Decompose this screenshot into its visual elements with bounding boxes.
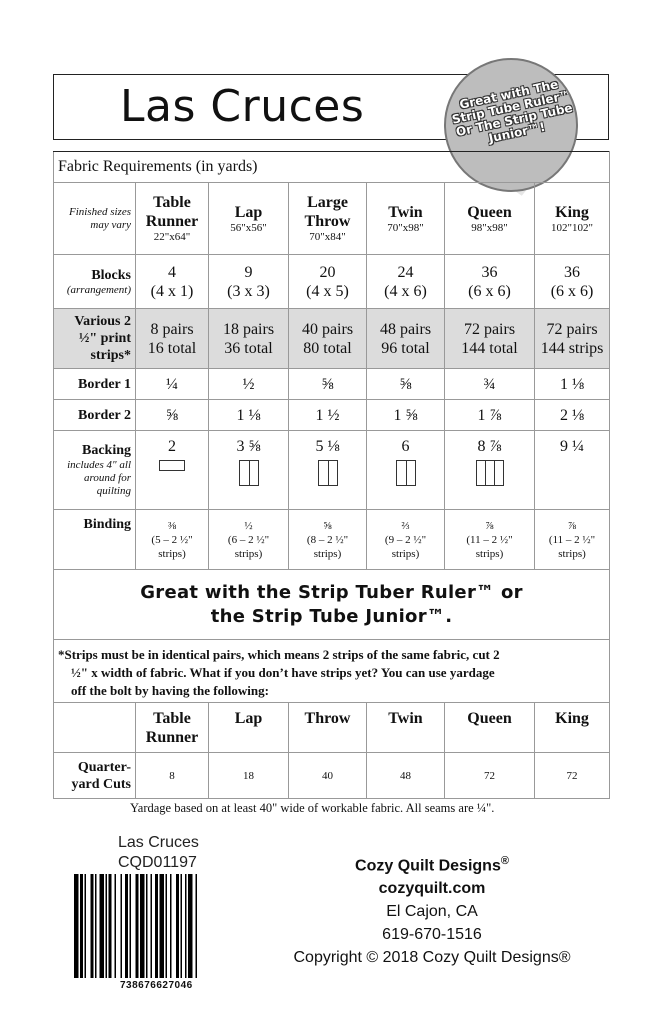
table-cell: 2 ⅛ [535, 400, 610, 431]
badge-text: Great with The Strip Tube Ruler™ Or The Strip Tube Junior™! [450, 77, 574, 146]
binding-row [54, 510, 610, 570]
table-cell: 8 pairs 16 total [136, 309, 209, 369]
col-header: Twin [367, 703, 445, 753]
row-label: Backing [81, 443, 131, 458]
table-cell: ⅔ (9 – 2 ½" strips) [367, 510, 445, 570]
barcode-bar [85, 874, 87, 978]
table-cell: ⅝ [367, 369, 445, 400]
barcode-bar [91, 874, 94, 978]
table-cell: 36 (6 x 6) [535, 255, 610, 309]
table-cell: 9 (3 x 3) [209, 255, 289, 309]
table-cell: ½ [209, 369, 289, 400]
barcode-bar [100, 874, 105, 978]
col-header: Queen 98"x98" [445, 183, 535, 255]
barcode-bar [185, 874, 187, 978]
col-header: Lap 56"x56" [209, 183, 289, 255]
company-city: El Cajon, CA [386, 903, 478, 921]
table-cell: 8 [136, 753, 209, 799]
barcode-bar [74, 874, 79, 978]
barcode-bar [188, 874, 193, 978]
col-header: Lap [209, 703, 289, 753]
col-header: Throw [289, 703, 367, 753]
table-cell: 72 [445, 753, 535, 799]
barcode-bar [136, 874, 139, 978]
barcode-bar [109, 874, 112, 978]
col-header: Table Runner [136, 703, 209, 753]
col-header: King [535, 703, 610, 753]
col-header: Table Runner 22"x64" [136, 183, 209, 255]
page-title: Las Cruces [120, 81, 365, 132]
border1-row [54, 369, 610, 400]
table-cell: 1 ⅝ [367, 400, 445, 431]
barcode-bar [80, 874, 83, 978]
cuts-row [54, 753, 610, 799]
border2-row [54, 400, 610, 431]
barcode-bar [130, 874, 132, 978]
company-phone: 619-670-1516 [382, 926, 482, 944]
barcode-bar [155, 874, 158, 978]
table-cell: 1 ⅛ [209, 400, 289, 431]
barcode-bar [95, 874, 97, 978]
blocks-row: Blocks (arrangement) 4 (4 x 1) 9 (3 x 3) 20 (4 x 5) 24 (4 x 6) 36 (6 x 6) 36 (6 x 6) [54, 255, 610, 309]
company-info [262, 850, 602, 969]
row-label: Various 2 ½" print strips* [54, 309, 136, 369]
pattern-code: CQD01197 [118, 854, 197, 871]
row-label: Binding [54, 510, 136, 570]
table-cell: 1 ½ [289, 400, 367, 431]
row-label: Border 2 [54, 400, 136, 431]
table-cell: 5 ⅛ [289, 431, 367, 510]
table-cell: 40 [289, 753, 367, 799]
table-cell: 18 pairs 36 total [209, 309, 289, 369]
barcode-bar [196, 874, 198, 978]
table-cell: ¼ [136, 369, 209, 400]
table-cell: ¾ [445, 369, 535, 400]
barcode-icon [72, 874, 244, 980]
table-cell: 72 pairs 144 strips [535, 309, 610, 369]
table-cell: ⅝ [289, 369, 367, 400]
col-header: King 102"102" [535, 183, 610, 255]
barcode-bar [115, 874, 117, 978]
corner-label: Finished sizes may vary [54, 183, 136, 255]
company-url[interactable]: cozyquilt.com [378, 880, 486, 898]
table-cell: 48 [367, 753, 445, 799]
table-cell: 24 (4 x 6) [367, 255, 445, 309]
table-cell: ⅝ (8 – 2 ½" strips) [289, 510, 367, 570]
table-cell: 40 pairs 80 total [289, 309, 367, 369]
row-label: Quarter-yard Cuts [54, 753, 136, 799]
table-cell: 72 pairs 144 total [445, 309, 535, 369]
row-label: Blocks [91, 267, 131, 283]
table-cell: 3 ⅝ [209, 431, 289, 510]
table-cell: 18 [209, 753, 289, 799]
backing-layout-icon [318, 460, 338, 486]
backing-layout-icon [239, 460, 259, 486]
barcode-bar [125, 874, 128, 978]
backing-layout-icon [396, 460, 416, 486]
table-cell: ⅞ (11 – 2 ½" strips) [535, 510, 610, 570]
company-name: Cozy Quilt Designs® [355, 855, 509, 875]
table-cell: 48 pairs 96 total [367, 309, 445, 369]
table-cell: 72 [535, 753, 610, 799]
cuts-header-row [54, 703, 610, 753]
table-cell: ⅜ (5 – 2 ½" strips) [136, 510, 209, 570]
barcode-number: 738676627046 [120, 980, 193, 991]
barcode-bar [170, 874, 172, 978]
great-with-text: Great with the Strip Tuber Ruler™ or the Strip Tube Junior™. [140, 581, 523, 627]
col-header: Twin 70"x98" [367, 183, 445, 255]
col-header: Queen [445, 703, 535, 753]
barcode-bar [181, 874, 183, 978]
copyright: Copyright © 2018 Cozy Quilt Designs® [293, 949, 571, 967]
backing-row: Backing includes 4" all around for quilting 2 3 ⅝ 5 ⅛ 6 8 ⅞ 9 ¼ [54, 431, 610, 510]
table-cell: 2 [136, 431, 209, 510]
barcode-bar [176, 874, 179, 978]
great-with-row [54, 570, 610, 640]
table-cell: 9 ¼ [535, 431, 610, 510]
strips-note: *Strips must be in identical pairs, which means 2 strips of the same fabric, cut 2 ½" x width of fabric. What if you don’t have strips yet? You can use yardage off the bolt by having the following: [54, 640, 610, 703]
barcode-bar [106, 874, 108, 978]
table-cell: 1 ⅛ [535, 369, 610, 400]
row-label: Border 1 [54, 369, 136, 400]
table-cell: 36 (6 x 6) [445, 255, 535, 309]
table-cell: 1 ⅞ [445, 400, 535, 431]
table-cell: ⅞ (11 – 2 ½" strips) [445, 510, 535, 570]
table-cell: 6 [367, 431, 445, 510]
table-cell: 4 (4 x 1) [136, 255, 209, 309]
barcode-bar [121, 874, 123, 978]
barcode-bar [160, 874, 165, 978]
yardage-note: Yardage based on at least 40" wide of workable fabric. All seams are ¼". [130, 801, 495, 815]
barcode-bar [166, 874, 168, 978]
table-cell: 8 ⅞ [445, 431, 535, 510]
note-row [54, 640, 610, 703]
pattern-name: Las Cruces [118, 834, 199, 851]
table-header: Fabric Requirements (in yards) [54, 152, 610, 183]
fabric-requirements-table [53, 151, 610, 799]
table-cell: ½ (6 – 2 ½" strips) [209, 510, 289, 570]
barcode-bar [151, 874, 153, 978]
col-header: Large Throw 70"x84" [289, 183, 367, 255]
backing-layout-icon [476, 460, 504, 486]
barcode-bar [140, 874, 145, 978]
table-cell: 20 (4 x 5) [289, 255, 367, 309]
strips-row [54, 309, 610, 369]
barcode-bar [146, 874, 148, 978]
backing-layout-icon [159, 460, 185, 471]
table-cell: ⅝ [136, 400, 209, 431]
